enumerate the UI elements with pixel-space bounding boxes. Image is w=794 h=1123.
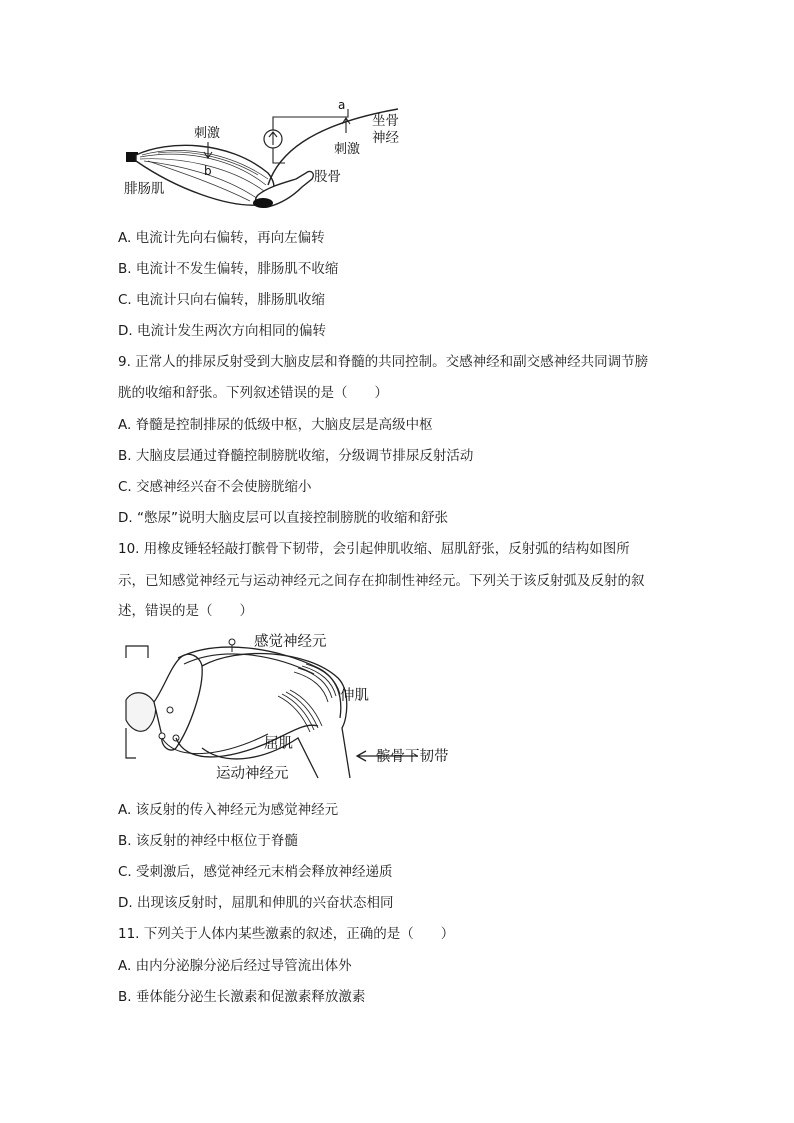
knee-joint xyxy=(253,198,273,208)
q10-option-b: B. 该反射的神经中枢位于脊髓 xyxy=(118,833,298,849)
label-sensory-neuron: 感觉神经元 xyxy=(254,634,327,650)
q9-stem-line1: 9. 正常人的排尿反射受到大脑皮层和脊髓的共同控制。交感神经和副交感神经共同调节膀 xyxy=(118,354,649,370)
motor-neuron-path xyxy=(176,725,318,757)
label-motor-neuron: 运动神经元 xyxy=(216,766,289,782)
muscle-nerve-figure xyxy=(118,95,418,215)
extensor-muscle xyxy=(294,664,340,702)
label-nerve-line1: 坐骨 xyxy=(372,113,399,129)
q10-stem-line1: 10. 用橡皮锤轻轻敲打髌骨下韧带，会引起伸肌收缩、屈肌舒张，反射弧的结构如图所 xyxy=(118,541,630,557)
q10-stem-line3: 述，错误的是（ ） xyxy=(118,603,253,619)
q11-option-b: B. 垂体能分泌生长激素和促激素释放激素 xyxy=(118,989,366,1005)
interneuron-body-1 xyxy=(167,707,173,713)
label-nerve-line2: 神经 xyxy=(372,130,399,146)
label-flexor: 屈肌 xyxy=(264,736,293,752)
q10-option-c: C. 受刺激后，感觉神经元末梢会释放神经递质 xyxy=(118,864,393,880)
label-b: b xyxy=(204,164,212,178)
spinal-cord-section xyxy=(126,693,156,732)
sensory-ganglion xyxy=(229,639,235,645)
q10-option-d: D. 出现该反射时，屈肌和伸肌的兴奋状态相同 xyxy=(118,895,394,911)
q10-stem-line2: 示，已知感觉神经元与运动神经元之间存在抑制性神经元。下列关于该反射弧及反射的叙 xyxy=(118,573,645,589)
q8-option-b: B. 电流计不发生偏转，腓肠肌不收缩 xyxy=(118,261,339,277)
label-muscle: 腓肠肌 xyxy=(124,181,165,197)
q8-option-c: C. 电流计只向右偏转，腓肠肌收缩 xyxy=(118,292,326,308)
q9-option-d: D. “憋尿”说明大脑皮层可以直接控制膀胱的收缩和舒张 xyxy=(118,510,448,526)
label-stimulus-right: 刺激 xyxy=(334,142,361,157)
q9-option-a: A. 脊髓是控制排尿的低级中枢，大脑皮层是高级中枢 xyxy=(118,417,433,433)
q8-option-d: D. 电流计发生两次方向相同的偏转 xyxy=(118,323,326,339)
spinal-frame-bottom xyxy=(126,728,136,758)
reflex-arc-figure xyxy=(118,628,468,788)
q9-option-b: B. 大脑皮层通过脊髓控制膀胱收缩，分级调节排尿反射活动 xyxy=(118,448,474,464)
q10-option-a: A. 该反射的传入神经元为感觉神经元 xyxy=(118,802,339,818)
q9-option-c: C. 交感神经兴奋不会使膀胱缩小 xyxy=(118,479,312,495)
label-stimulus-left: 刺激 xyxy=(194,126,221,141)
leg-outline-front xyxy=(202,654,350,779)
q8-option-a: A. 电流计先向右偏转，再向左偏转 xyxy=(118,230,325,246)
q11-stem-line1: 11. 下列关于人体内某些激素的叙述，正确的是（ ） xyxy=(118,926,455,942)
q9-stem-line2: 胱的收缩和舒张。下列叙述错误的是（ ） xyxy=(118,385,388,401)
label-extensor: 伸肌 xyxy=(340,688,369,704)
label-bone: 股骨 xyxy=(314,169,341,185)
q11-option-a: A. 由内分泌腺分泌后经过导管流出体外 xyxy=(118,958,352,974)
spinal-frame-top xyxy=(126,646,148,658)
label-ligament: 髌骨下韧带 xyxy=(376,749,449,765)
label-a: a xyxy=(338,98,346,112)
